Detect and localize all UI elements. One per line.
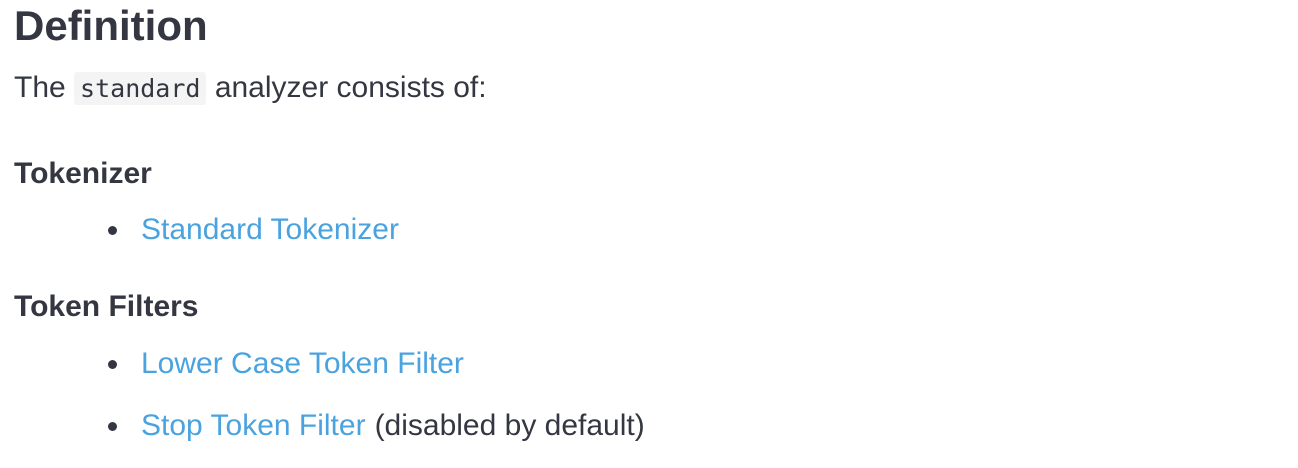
inline-code: standard bbox=[74, 72, 206, 105]
bullet-icon bbox=[108, 226, 117, 235]
list-item-stop-filter bbox=[108, 406, 645, 446]
intro-text-before: The bbox=[14, 71, 66, 104]
tokenizer-heading: Tokenizer bbox=[14, 157, 152, 190]
token-filters-heading: Token Filters bbox=[14, 290, 199, 323]
intro-text-after: analyzer consists of: bbox=[214, 71, 487, 104]
stop-filter-note: (disabled by default) bbox=[374, 409, 645, 442]
bullet-icon bbox=[108, 360, 117, 369]
lower-case-token-filter-link[interactable]: Lower Case Token Filter bbox=[141, 347, 464, 380]
stop-token-filter-link[interactable]: Stop Token Filter bbox=[141, 409, 366, 442]
bullet-icon bbox=[108, 422, 117, 431]
standard-tokenizer-link[interactable]: Standard Tokenizer bbox=[141, 213, 399, 246]
intro-paragraph bbox=[14, 68, 487, 109]
list-item-standard-tokenizer bbox=[108, 210, 399, 250]
list-item-lower-case-filter bbox=[108, 344, 464, 384]
page-title: Definition bbox=[14, 2, 208, 49]
